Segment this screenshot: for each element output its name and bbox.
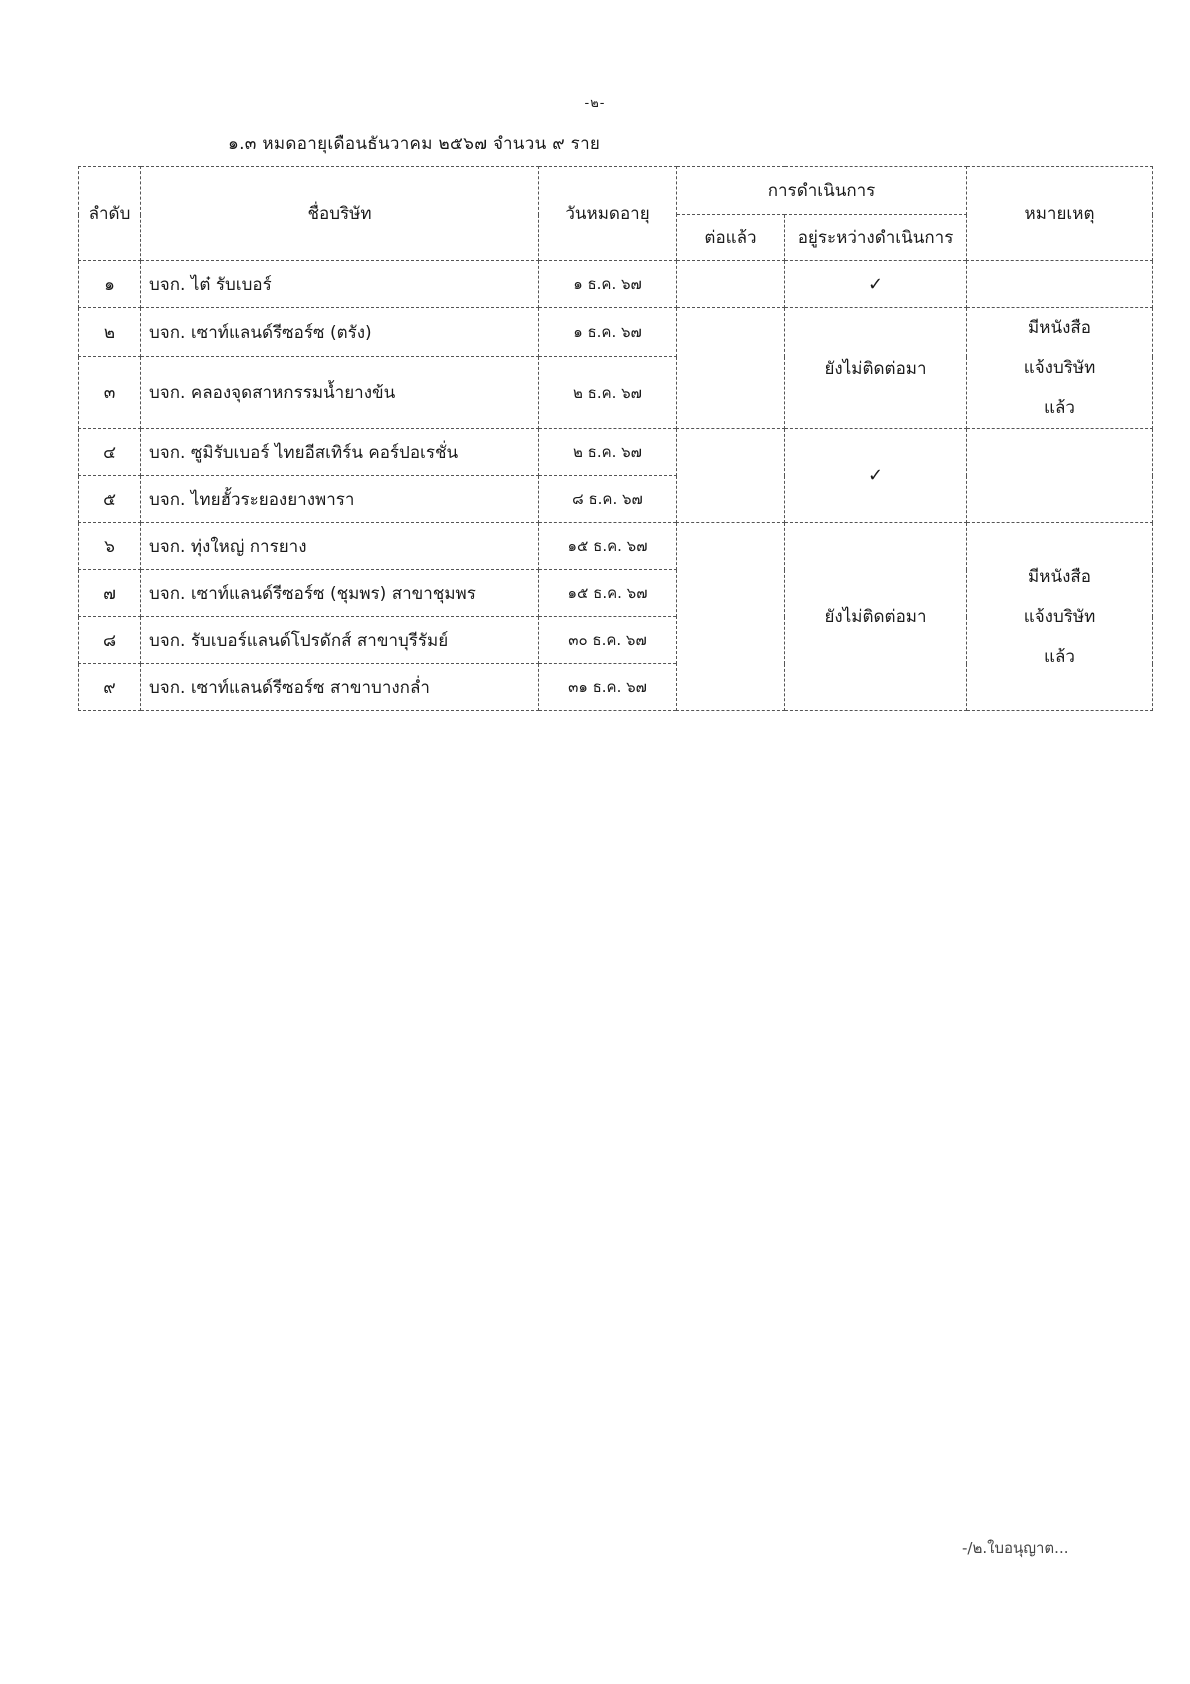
row-status: ยังไม่ติดต่อมา — [785, 523, 967, 711]
header-no: ลำดับ — [79, 167, 141, 261]
remark-line: แล้ว — [1044, 646, 1075, 667]
row-company: บจก. เซาท์แลนด์รีซอร์ซ สาขาบางกล่ำ — [141, 664, 539, 711]
row-company: บจก. คลองจุดสาหกรรมน้ำยางข้น — [141, 357, 539, 429]
remark-line: แจ้งบริษัท — [1023, 358, 1096, 378]
row-company: บจก. เซาท์แลนด์รีซอร์ซ (ตรัง) — [141, 308, 539, 357]
check-mark-icon: ✓ — [785, 261, 967, 308]
row-no: ๓ — [79, 357, 141, 429]
row-expiry: ๓๐ ธ.ค. ๖๗ — [539, 617, 677, 664]
row-no: ๖ — [79, 523, 141, 570]
row-expiry: ๑๕ ธ.ค. ๖๗ — [539, 523, 677, 570]
row-remark — [967, 429, 1153, 523]
page-number: -๒- — [584, 96, 606, 111]
table-row — [79, 261, 1153, 308]
row-company: บจก. ทุ่งใหญ่ การยาง — [141, 523, 539, 570]
row-remark — [967, 308, 1153, 429]
row-expiry: ๒ ธ.ค. ๖๗ — [539, 429, 677, 476]
row-no: ๒ — [79, 308, 141, 357]
row-company: บจก. ไทยฮั้วระยองยางพารา — [141, 476, 539, 523]
row-no: ๘ — [79, 617, 141, 664]
table-row — [79, 523, 1153, 570]
header-operation: การดำเนินการ — [677, 167, 967, 215]
header-expiry: วันหมดอายุ — [539, 167, 677, 261]
remark-line: แล้ว — [1044, 398, 1075, 418]
row-remark — [967, 523, 1153, 711]
check-mark-icon: ✓ — [785, 429, 967, 523]
header-renewed: ต่อแล้ว — [677, 215, 785, 261]
row-no: ๕ — [79, 476, 141, 523]
row-no: ๙ — [79, 664, 141, 711]
expiry-table — [78, 166, 1153, 711]
header-company: ชื่อบริษัท — [141, 167, 539, 261]
row-status: ยังไม่ติดต่อมา — [785, 308, 967, 429]
table-row — [79, 429, 1153, 476]
row-company: บจก. เซาท์แลนด์รีซอร์ซ (ชุมพร) สาขาชุมพร — [141, 570, 539, 617]
row-renewed — [677, 308, 785, 429]
row-expiry: ๑ ธ.ค. ๖๗ — [539, 308, 677, 357]
row-remark — [967, 261, 1153, 308]
remark-line: แจ้งบริษัท — [1023, 606, 1096, 627]
footer-reference: -/๒.ใบอนุญาต... — [962, 1539, 1069, 1557]
row-no: ๔ — [79, 429, 141, 476]
row-company: บจก. ซูมิรับเบอร์ ไทยอีสเทิร์น คอร์ปอเรชั่น — [141, 429, 539, 476]
row-expiry: ๘ ธ.ค. ๖๗ — [539, 476, 677, 523]
row-renewed — [677, 429, 785, 523]
row-no: ๗ — [79, 570, 141, 617]
table-row — [79, 308, 1153, 357]
row-renewed — [677, 261, 785, 308]
row-expiry: ๑ ธ.ค. ๖๗ — [539, 261, 677, 308]
row-no: ๑ — [79, 261, 141, 308]
remark-line: มีหนังสือ — [1028, 566, 1091, 587]
header-remark: หมายเหตุ — [967, 167, 1153, 261]
remark-line: มีหนังสือ — [1028, 318, 1091, 338]
row-company: บจก. ไต๋ รับเบอร์ — [141, 261, 539, 308]
row-company: บจก. รับเบอร์แลนด์โปรดักส์ สาขาบุรีรัมย์ — [141, 617, 539, 664]
row-renewed — [677, 523, 785, 711]
row-expiry: ๑๕ ธ.ค. ๖๗ — [539, 570, 677, 617]
section-title: ๑.๓ หมดอายุเดือนธันวาคม ๒๕๖๗ จำนวน ๙ ราย — [228, 134, 601, 154]
row-expiry: ๒ ธ.ค. ๖๗ — [539, 357, 677, 429]
row-expiry: ๓๑ ธ.ค. ๖๗ — [539, 664, 677, 711]
header-in-progress: อยู่ระหว่างดำเนินการ — [785, 215, 967, 261]
